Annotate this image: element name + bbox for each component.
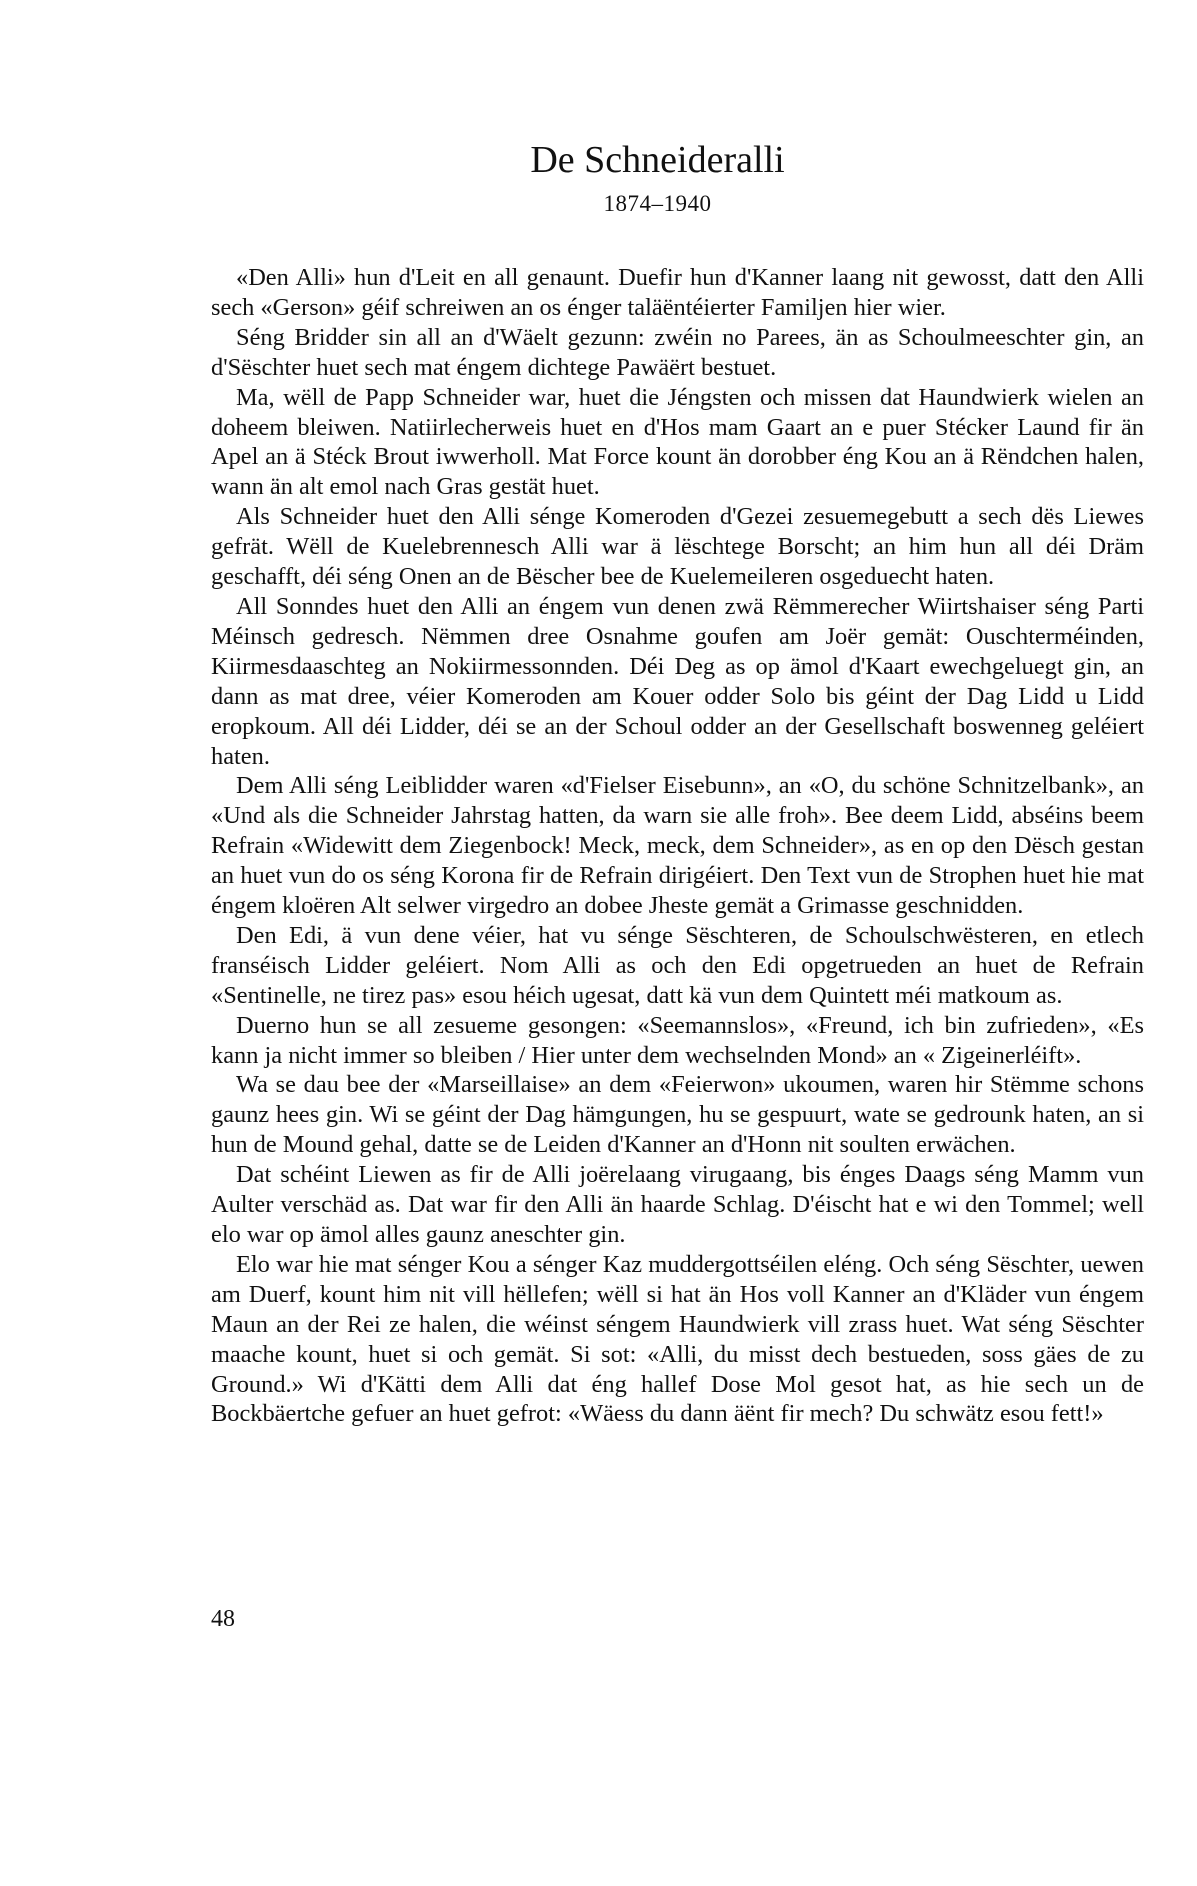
paragraph: Dat schéint Liewen as fir de Alli joërelaang virugaang, bis énges Daags séng Mamm vun Aulter verschäd as. Dat war fir den Alli än haarde Schlag. D'éischt hat e wi den Tommel; well elo war op ämol alles gaunz aneschter gin.	[211, 1161, 1144, 1248]
paragraph: «Den Alli» hun d'Leit en all genaunt. Duefir hun d'Kanner laang nit gewosst, datt den Alli sech «Gerson» géif schreiwen an os énger taläëntéierter Familjen hier wier.	[211, 264, 1144, 321]
paragraph: Elo war hie mat sénger Kou a sénger Kaz muddergottséilen eléng. Och séng Sëschter, uewen am Duerf, kount him nit vill hëllefen; wëll si hat än Hos voll Kanner an d'Kläder vun éngem Maun an der Rei ze halen, die wéinst séngem Haundwierk vill zrass huet. Wat séng Sëschter maache kount, huet si och gemät. Si sot: «Alli, du misst dech bestueden, soss gäes de zu Ground.» Wi d'Kätti dem Alli dat éng hallef Dose Mol gesot hat, as hie sech un de Bockbäertche gefuer an huet gefrot: «Wäess du dann äënt fir mech? Du schwätz esou fett!»	[211, 1250, 1144, 1428]
paragraph: Séng Bridder sin all an d'Wäelt gezunn: zwéin no Parees, än as Schoulmeeschter gin, an d'Sëschter huet sech mat éngem dichtege Pawäërt bestuet.	[211, 323, 1144, 381]
page-title: De Schneideralli	[530, 139, 785, 181]
paragraph: Ma, wëll de Papp Schneider war, huet die Jéngsten och missen dat Haundwierk wielen an doheem bleiwen. Natiirlecherweis huet en d'Hos mam Gaart an e puer Stécker Laund fir än Apel an ä Stéck Brout iwwerholl. Mat Force kount än dorobber éng Kou an ä Rëndchen halen, wann än alt emol nach Gras gestät huet.	[211, 383, 1144, 501]
paragraph: All Sonndes huet den Alli an éngem vun denen zwä Rëmmerecher Wiirtshaiser séng Parti Méinsch gedresch. Nëmmen dree Osnahme goufen am Joër gemät: Ouschterméinden, Kiirmesdaaschteg an Nokiirmessonnden. Déi Deg as op ämol d'Kaart ewechgeluegt gin, an dann as mat dree, véier Komeroden am Kouer odder Solo bis géint der Dag Lidd u Lidd eropkoum. All déi Lidder, déi se an der Schoul odder an der Gesellschaft boswenneg geléiert haten.	[211, 592, 1144, 770]
life-years: 1874–1940	[603, 191, 712, 216]
paragraph: Den Edi, ä vun dene véier, hat vu sénge Sëschteren, de Schoulschwësteren, en etlech franséisch Lidder geléiert. Nom Alli as och den Edi opgetrueden an huet de Refrain «Sentinelle, ne tirez pas» esou héich ugesat, datt kä vun dem Quintett méi matkoum as.	[211, 921, 1144, 1009]
paragraph: Dem Alli séng Leiblidder waren «d'Fielser Eisebunn», an «O, du schöne Schnitzelbank», an «Und als die Schneider Jahrstag hatten, da warn sie alle froh». Bee deem Lidd, abséins beem Refrain «Widewitt dem Ziegenbock! Meck, meck, dem Schneider», as en op den Dësch gestan an huet vun do os séng Korona fir de Refrain dirigéiert. Den Text vun de Strophen huet hie mat éngem kloëren Alt selwer virgedro an dobee Jheste gemät a Grimasse geschnidden.	[211, 772, 1144, 920]
paragraph: Als Schneider huet den Alli sénge Komeroden d'Gezei zesuemegebutt a sech dës Liewes gefrät. Wëll de Kuelebrennesch Alli war ä lëschtege Borscht; an him hun all déi Dräm geschafft, déi séng Onen an de Bëscher bee de Kuelemeileren osgeduecht haten.	[211, 503, 1144, 591]
paragraph: Duerno hun se all zesueme gesongen: «Seemannslos», «Freund, ich bin zufrieden», «Es kann ja nicht immer so bleiben / Hier unter dem wechselnden Mond» an « Zigeinerléift».	[211, 1011, 1144, 1069]
body-text	[211, 263, 1144, 1429]
page-number: 48	[211, 1606, 235, 1632]
paragraph: Wa se dau bee der «Marseillaise» an dem «Feierwon» ukoumen, waren hir Stëmme schons gaunz hees gin. Wi se géint der Dag hämgungen, hu se gespuurt, wate se gedrounk haten, an si hun de Mound gehal, datte se de Leiden d'Kanner an d'Honn nit soulten erwächen.	[211, 1071, 1144, 1159]
